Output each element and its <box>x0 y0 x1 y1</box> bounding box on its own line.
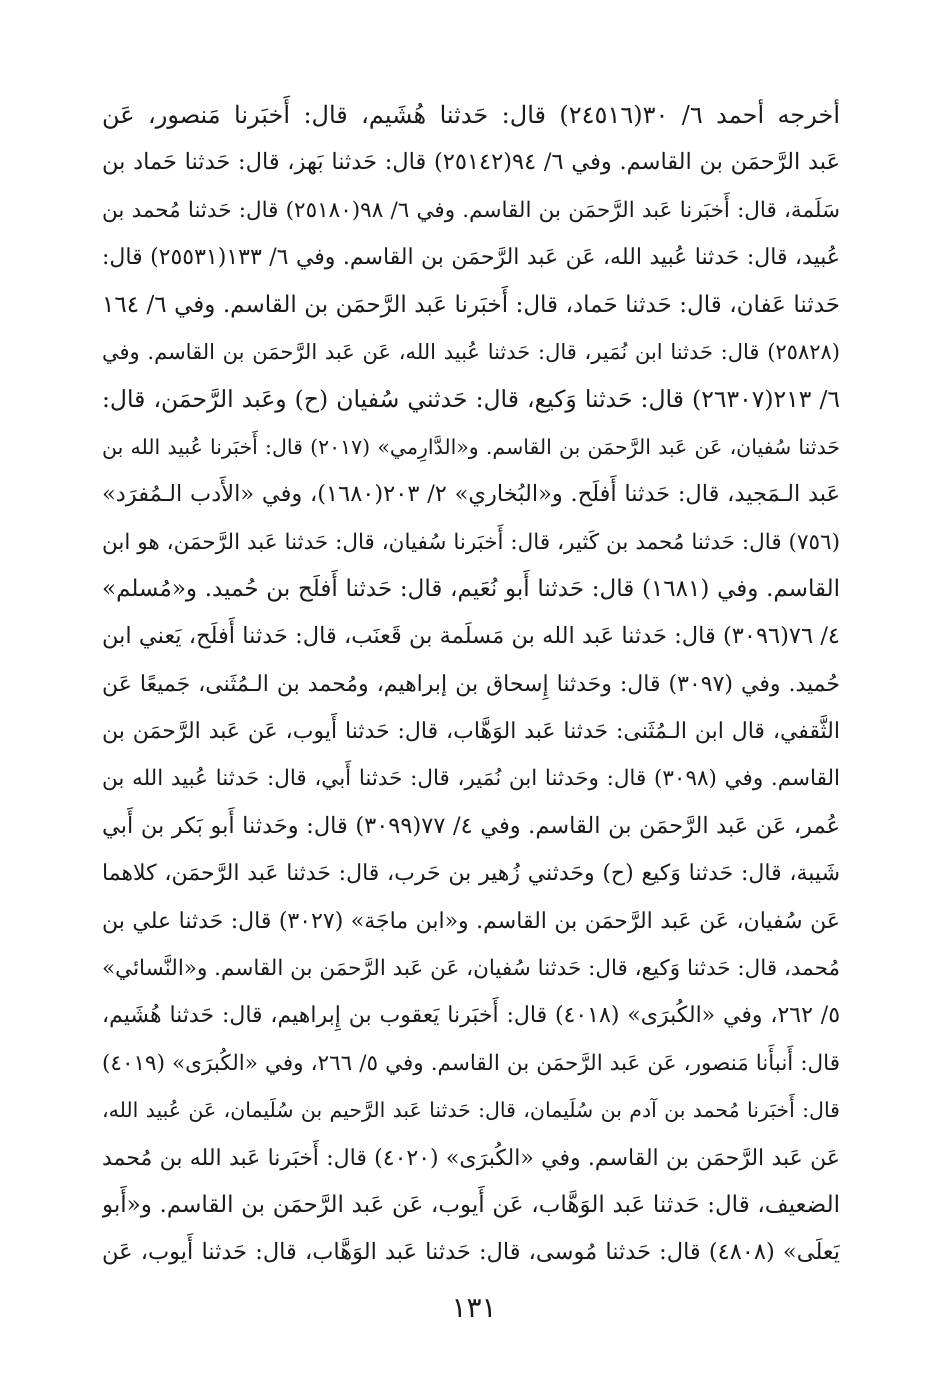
text-line: شَيبة، قال: حَدثنا وَكيع (ح) وحَدثني زُهير بن حَرب، قال: حَدثنا عَبد الرَّحمَن، كلاهما <box>102 861 840 887</box>
text-line: ٤/ ٧٦(٣٠٩٦) قال: حَدثنا عَبد الله بن مَسلَمة بن قَعنَب، قال: حَدثنا أَفلَح، يَعني ابن <box>102 623 840 650</box>
text-line: عَن سُفيان، عَن عَبد الرَّحمَن بن القاسم. و«ابن ماجَة» (٣٠٢٧) قال: حَدثنا علي بن <box>102 908 840 934</box>
text-line: ٥/ ٢٦٢، وفي «الكُبرَى» (٤٠١٨) قال: أَخبَرنا يَعقوب بن إِبراهيم، قال: حَدثنا هُشَيم، <box>102 1003 840 1029</box>
text-line: (٢٥٨٢٨) قال: حَدثنا ابن نُمَير، قال: حَدثنا عُبيد الله، عَن عَبد الرَّحمَن بن القاسم. وفي <box>102 339 840 364</box>
text-line: أخرجه أحمد ٦/ ٣٠(٢٤٥١٦) قال: حَدثنا هُشَيم، قال: أَخبَرنا مَنصور، عَن <box>102 101 840 129</box>
text-line: ٦/ ٢١٣(٢٦٣٠٧) قال: حَدثنا وَكيع، قال: حَدثني سُفيان (ح) وعَبد الرَّحمَن، قال: <box>102 385 840 414</box>
body-text <box>102 92 840 1277</box>
text-line: عُمر، عَن عَبد الرَّحمَن بن القاسم. وفي ٤/ ٧٧(٣٠٩٩) قال: وحَدثنا أَبو بَكر بن أَبي <box>102 812 840 839</box>
text-line: الضعيف، قال: حَدثنا عَبد الوَهَّاب، عَن أَيوب، عَن عَبد الرَّحمَن بن القاسم. و«أَبو <box>102 1191 840 1218</box>
text-line: القاسم. وفي (١٦٨١) قال: حَدثنا أَبو نُعَيم، قال: حَدثنا أَفلَح بن حُميد. و«مُسلم» <box>102 575 840 602</box>
text-line: حُميد. وفي (٣٠٩٧) قال: وحَدثنا إِسحاق بن إبراهيم، ومُحمد بن الـمُثَنى، جَميعًا عَن <box>102 671 840 697</box>
page-number: ١٣١ <box>451 1291 497 1324</box>
text-line: عُبيد، قال: حَدثنا عُبيد الله، عَن عَبد الرَّحمَن بن القاسم. وفي ٦/ ١٣٣(٢٥٥٣١) قال: <box>102 245 840 271</box>
text-line: الثَّقفي، قال ابن الـمُثَنى: حَدثنا عَبد الوَهَّاب، قال: حَدثنا أَيوب، عَن عَبد الرَّحمَن بن <box>102 719 840 745</box>
text-line: قال: أَنبأَنا مَنصور، عَن عَبد الرَّحمَن بن القاسم. وفي ٥/ ٢٦٦، وفي «الكُبرَى» (٤٠١٩) <box>102 1050 840 1076</box>
text-line: عَبد الـمَجيد، قال: حَدثنا أَفلَح. و«البُخاري» ٢/ ٢٠٣(١٦٨٠)، وفي «الأَدب الـمُفرَد» <box>102 481 840 508</box>
text-line: مُحمد، قال: حَدثنا وَكيع، قال: حَدثنا سُفيان، عَن عَبد الرَّحمَن بن القاسم. و«النَّسائي» <box>102 956 840 982</box>
text-line: حَدثنا عَفان، قال: حَدثنا حَماد، قال: أَخبَرنا عَبد الرَّحمَن بن القاسم. وفي ٦/ ١٦٤ <box>102 291 840 318</box>
text-line: عَن عَبد الرَّحمَن بن القاسم. وفي «الكُبرَى» (٤٠٢٠) قال: أَخبَرنا عَبد الله بن مُحمد <box>102 1145 840 1171</box>
text-line: عَبد الرَّحمَن بن القاسم. وفي ٦/ ٩٤(٢٥١٤٢) قال: حَدثنا بَهز، قال: حَدثنا حَماد بن <box>102 149 840 176</box>
text-line: قال: أَخبَرنا مُحمد بن آدم بن سُلَيمان، قال: حَدثنا عَبد الرَّحيم بن سُلَيمان، عَن عُبيد الله، <box>102 1098 840 1123</box>
text-line: يَعلَى» (٤٨٠٨) قال: حَدثنا مُوسى، قال: حَدثنا عَبد الوَهَّاب، قال: حَدثنا أَيوب، عَن <box>102 1239 840 1266</box>
text-line: سَلَمة، قال: أَخبَرنا عَبد الرَّحمَن بن القاسم. وفي ٦/ ٩٨(٢٥١٨٠) قال: حَدثنا مُحمد بن <box>102 197 840 223</box>
text-line: (٧٥٦) قال: حَدثنا مُحمد بن كَثير، قال: أَخبَرنا سُفيان، قال: حَدثنا عَبد الرَّحمَن، هو ابن <box>102 529 840 555</box>
text-line: حَدثنا سُفيان، عَن عَبد الرَّحمَن بن القاسم. و«الدَّارِمي» (٢٠١٧) قال: أَخبَرنا عُبيد الله بن <box>102 434 840 459</box>
text-line: القاسم. وفي (٣٠٩٨) قال: وحَدثنا ابن نُمَير، قال: حَدثنا أَبي، قال: حَدثنا عُبيد الله بن <box>102 766 840 792</box>
